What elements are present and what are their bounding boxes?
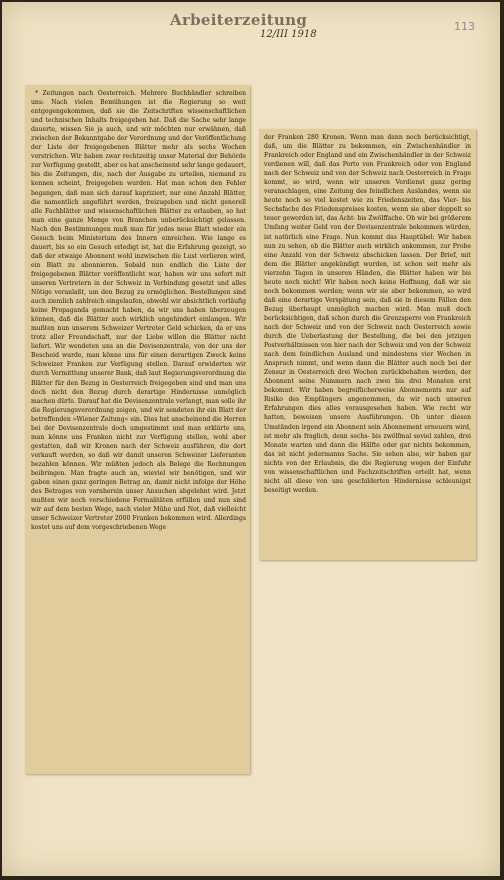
handwritten-date: 12/III 1918 <box>260 29 317 40</box>
newspaper-clipping-left <box>25 85 250 774</box>
article-body-right: der Franken 280 Kronen. Wenn man dann noch berücksichtigt, daß, um die Blätter zu bekommen, ein Zwischenhändler in Frankreich oder England und ein Zwischenhändler in der Schweiz verdienen will, daß das Porto von Frankreich oder von England nach der Schweiz und von der Schweiz nach Oesterreich in Frage kommt, so wird, wenn wir unseren Verdienst ganz gering veranschlagen, eine Zeitung des feindlichen Auslandes, wenn sie heute noch so viel kostet wie zu Friedenszeiten, das Vier- bis Sechsfache des Friedenspreises kosten, wenn sie aber doppelt so teuer geworden ist, das Acht- bis Zwölffache. Ob wir bei größerem Umfang weiter Geld von der Devisenzentrale bekommen würden, ist natürlich eine Frage. Nun kommt das Hauptübel: Wir haben nun zu sehen, ob die Blätter auch wirklich ankommen, zur Probe eine Anzahl von der Schweiz abschicken lassen. Der Brief, mit dem die Blätter angekündigt wurden, ist schon seit mehr als vierzehn Tagen in unseren Händen, die Blätter haben wir bis heute noch nicht! Wir haben noch keine Hoffnung, daß wir sie noch bekommen werden; wenn wir sie aber bekommen, so wird daß eine derartige Verspätung sein, daß sie in diesem Fällen den Bezug überhaupt unmöglich machen wird. Man muß doch berücksichtigen, daß schon durch die Grenzsperre von Frankreich nach der Schweiz und von der Schweiz nach Oesterreich sowie durch die Ueberlastung der Bestellung, die bei den jetzigen Postverhältnissen von hier nach der Schweiz und von der Schweiz nach dem feindlichen Ausland und mindestens vier Wochen in Anspruch nimmt, und wenn dann die Blätter auch noch bei der Zensur in Oesterreich drei Wochen zurückbehalten werden, der Abonnent seine Nummern nach zwei bis drei Monaten erst bekommt. Wir haben begreiflicherweise Abonnements nur auf Risiko des Empfängers angenommen, da wir nach unseren Erfahrungen dies alles vorausgesehen haben. Wie recht wir hatten, beweisen unsere Ausführungen. Ob unter diesen Umständen irgend ein Abonnent sein Abonnement erneuern wird, ist mehr als fraglich, denn sechs- bis zwölfmal soviel zahlen, drei Monate warten und dann die Hälfte oder gar nichts bekommen, das ist nicht jedermanns Sache. Sie sehen also, wir haben gar nichts von der Erlaubnis, die die Regierung wegen der Einfuhr von wissenschaftlichen und Fachzeitschriften erteilt hat, wenn nicht all diese von uns geschilderten Hindernisse schleunigst beseitigt werden. <box>264 134 471 494</box>
newspaper-masthead: Arbeiterzeitung <box>170 11 308 29</box>
article-body-left: Mehrere Buchhändler schreiben uns: Nach vielen Bemühungen ist die Regierung so weit entgegengekommen, daß sie die Zeitschriften wissenschaftlichen und technischen Inhalts freigegeben hat. Daß die Sache sehr lange dauerte, wissen Sie ja auch, und wir möchten nur erwähnen, daß zwischen der Bekanntgabe der Verordnung und der Veröffentlichung der Liste der freigegebenen Blätter mehr als sechs Wochen verstrichen. Wir haben zwar rechtzeitig unser Material der Behörde zur Verfügung gestellt, aber es hat anscheinend sehr lange gedauert, bis die Zeitungen, die, nach der Ausgabe zu urteilen, niemand zu kennen scheint, freigegeben wurden. Hat man schon den Fehler begangen, daß man sich darauf kapriziert, nur eine Anzahl Blätter, die namentlich angeführt werden, freizugeben und nicht generell alle Fachblätter und wissenschaftlichen Blätter zu erlauben, so hat man eine ganze Menge von Branchen unberücksichtigt gelassen. Nach den Bestimmungen muß man für jedes neue Blatt wieder ein Gesuch beim Ministerium des Innern einreichen. Wie lange es dauert, bis so ein Gesuch erledigt ist, hat die Erfahrung gezeigt, so daß der etwaige Abonnent wohl inzwischen die Lust verlieren wird, ein Blatt zu abonnieren. Sobald nun endlich die Liste der freigegebenen Blätter veröffentlicht war, haben wir uns sofort mit unseren Vertretern in der Schweiz in Verbindung gesetzt und alles Nötige veranlaßt, um den Bezug zu ermöglichen. Bestellungen sind auch ziemlich zahlreich eingelaufen, obwohl wir absichtlich vorläufig keine Propaganda gemacht haben, da wir uns haben überzeugen können, daß die Blätter auch wirklich ungehindert einlangen. Wir mußten nun unserem Schweizer Vertreter Geld schicken, da er uns trotz aller Freundschaft, nur der Liebe willen die Blätter nicht liefert. Wir wendeten uns an die Devisenzentrale, von der uns der Bescheid wurde, man könne uns für einen derartigen Zweck keine Schweizer Franken zur Verfügung stellen. Darauf erwiderten wir durch Vermittlung unserer Bank, daß laut Regierungsverordnung die Blätter für den Bezug in Oesterreich freigegeben sind und man uns doch nicht den Bezug durch derartige Hindernisse unmöglich machen dürfe. Darauf hat die Devisenzentrale verlangt, man solle ihr die Regierungsverordnung zeigen, und wir sendeten ihr ein Blatt der betreffenden »Wiener Zeitung« ein. Dies hat anscheinend die Herren bei der Devisenzentrale doch umgestimmt und man erklärte uns, man könne uns Franken nicht zur Verfügung stellen, wohl aber gestatten, daß wir Kronen nach der Schweiz ausführen, die dort verkauft werden, so daß wir damit unseren Schweizer Lieferanten bezahlen können. Wir müßten jedoch als Belege die Rechnungen beibringen. Man fragte auch an, wieviel wir benötigen, und wir gaben einen ganz geringen Betrag an, damit nicht infolge der Höhe des Betrages von vornherein unser Ansuchen abgelehnt wird. Jetzt mußten wir noch verschiedene Formalitäten erfüllen und nun sind wir auf dem besten Wege, nach vieler Mühe und Not, daß vielleicht unser Schweizer Vertreter 2000 Franken bekommen wird. Allerdings kostet uns auf dem vorgeschriebenen Wege <box>31 90 247 532</box>
scrapbook-page <box>2 2 500 876</box>
clipping-article-left: * Zeitungen nach Oesterreich. Mehrere Buchhändler schreiben uns: Nach vielen Bemühungen ist die Regierung so weit entgegengekommen, daß sie die Zeitschriften wissenschaftlichen und technischen Inhalts freigegeben hat. Daß die Sache sehr lange dauerte, wissen Sie ja auch, und wir möchten nur erwähnen, daß zwischen der Bekanntgabe der Verordnung und der Veröffentlichung der Liste der freigegebenen Blätter mehr als sechs Wochen verstrichen. Wir haben zwar rechtzeitig unser Material der Behörde zur Verfügung gestellt, aber es hat anscheinend sehr lange gedauert, bis die Zeitungen, die, nach der Ausgabe zu urteilen, niemand zu kennen scheint, freigegeben wurden. Hat man schon den Fehler begangen, daß man sich darauf kapriziert, nur eine Anzahl Blätter, die namentlich angeführt werden, freizugeben und nicht generell alle Fachblätter und wissenschaftlichen Blätter zu erlauben, so hat man eine ganze Menge von Branchen unberücksichtigt gelassen. Nach den Bestimmungen muß man für jedes neue Blatt wieder ein Gesuch beim Ministerium des Innern einreichen. Wie lange es dauert, bis so ein Gesuch erledigt ist, hat die Erfahrung gezeigt, so daß der etwaige Abonnent wohl inzwischen die Lust verlieren wird, ein Blatt zu abonnieren. Sobald nun endlich die Liste der freigegebenen Blätter veröffentlicht war, haben wir uns sofort mit unseren Vertretern in der Schweiz in Verbindung gesetzt und alles Nötige veranlaßt, um den Bezug zu ermöglichen. Bestellungen sind auch ziemlich zahlreich eingelaufen, obwohl wir absichtlich vorläufig keine Propaganda gemacht haben, da wir uns haben überzeugen können, daß die Blätter auch wirklich ungehindert einlangen. Wir mußten nun unserem Schweizer Vertreter Geld schicken, da er uns trotz aller Freundschaft, nur der Liebe willen die Blätter nicht liefert. Wir wendeten uns an die Devisenzentrale, von der uns der Bescheid wurde, man könne uns für einen derartigen Zweck keine Schweizer Franken zur Verfügung stellen. Darauf erwiderten wir durch Vermittlung unserer Bank, daß laut Regierungsverordnung die Blätter für den Bezug in Oesterreich freigegeben sind und man uns doch nicht den Bezug durch derartige Hindernisse unmöglich machen dürfe. Darauf hat die Devisenzentrale verlangt, man solle ihr die Regierungsverordnung zeigen, und wir sendeten ihr ein Blatt der betreffenden »Wiener Zeitung« ein. Dies hat anscheinend die Herren bei der Devisenzentrale doch umgestimmt und man erklärte uns, man könne uns Franken nicht zur Verfügung stellen, wohl aber gestatten, daß wir Kronen nach der Schweiz ausführen, die dort verkauft werden, so daß wir damit unseren Schweizer Lieferanten bezahlen können. Wir müßten jedoch als Belege die Rechnungen beibringen. Man fragte auch an, wieviel wir benötigen, und wir gaben einen ganz geringen Betrag an, damit nicht infolge der Höhe des Betrages von vornherein unser Ansuchen abgelehnt wird. Jetzt mußten wir noch verschiedene Formalitäten erfüllen und nun sind wir auf dem besten Wege, nach vieler Mühe und Not, daß vielleicht unser Schweizer Vertreter 2000 Franken bekommen wird. Allerdings kostet uns auf dem vorgeschriebenen Wege <box>31 90 247 532</box>
newspaper-clipping-right <box>259 129 476 560</box>
article-title: Zeitungen nach Oesterreich. <box>42 90 137 97</box>
archive-page-number: 113 <box>454 20 475 33</box>
